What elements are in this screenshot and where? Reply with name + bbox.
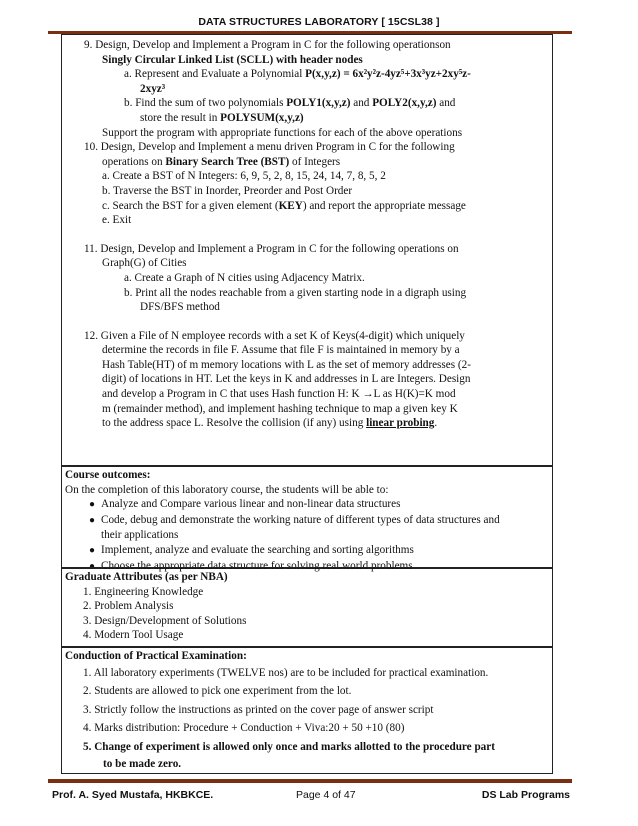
exam-item-cont: to be made zero.	[103, 757, 182, 770]
exam-item: 5. Change of experiment is allowed only once and marks allotted to the procedure part	[83, 740, 495, 753]
page-header-title: DATA STRUCTURES LABORATORY [ 15CSL38 ]	[198, 16, 440, 28]
p11-item-b-cont: DFS/BFS method	[140, 301, 220, 314]
bullet-icon: ●	[88, 560, 96, 572]
p12-line7: to the address space L. Resolve the collision (if any) using linear probing.	[102, 417, 438, 430]
p10-item-b: b. Traverse the BST in Inorder, Preorder and Post Order	[102, 184, 353, 197]
exam-item: 2. Students are allowed to pick one experiment from the lot.	[83, 685, 352, 698]
p10-item-e: e. Exit	[102, 214, 132, 227]
p12-line4: digit) of locations in HT. Let the keys in K and addresses in L are Integers. Design	[102, 373, 471, 386]
outcome-item: ● Analyze and Compare various linear and non-linear data structures	[65, 497, 549, 513]
p12-line2: determine the records in file F. Assume that file F is maintained in memory by a	[102, 344, 460, 357]
p9-support: Support the program with appropriate functions for each of the above operations	[102, 126, 463, 139]
outcomes-intro: On the completion of this laboratory course, the students will be able to:	[65, 483, 389, 496]
bullet-icon: ●	[88, 544, 96, 556]
p11-item-a: a. Create a Graph of N cities using Adjacency Matrix.	[124, 271, 365, 284]
exam-item: 4. Marks distribution: Procedure + Conduction + Viva:20 + 50 +10 (80)	[83, 722, 405, 735]
p10-item-c: c. Search the BST for a given element (KEY) and report the appropriate message	[102, 199, 466, 212]
p9-line2: Singly Circular Linked List (SCLL) with header nodes	[102, 53, 363, 66]
outcome-item: ● Implement, analyze and evaluate the searching and sorting algorithms	[65, 543, 549, 559]
bullet-icon: ●	[88, 514, 96, 526]
page-content	[61, 34, 553, 774]
p9-item-b: b. Find the sum of two polynomials POLY1(x,y,z) and POLY2(x,y,z) and	[124, 97, 456, 110]
attribute-item: 3. Design/Development of Solutions	[83, 614, 247, 627]
footer-page-number: Page 4 of 47	[296, 789, 356, 801]
exam-box	[61, 646, 553, 774]
p10-line1: 10. Design, Develop and Implement a menu driven Program in C for the following	[84, 141, 455, 154]
p11-line2: Graph(G) of Cities	[102, 257, 187, 270]
p10-item-a: a. Create a BST of N Integers: 6, 9, 5, 2, 8, 15, 24, 14, 7, 8, 5, 2	[102, 170, 386, 183]
p10-line2: operations on Binary Search Tree (BST) of Integers	[102, 155, 341, 168]
footer-doc-title: DS Lab Programs	[481, 789, 570, 801]
attribute-item: 2. Problem Analysis	[83, 600, 174, 613]
attribute-item: 1. Engineering Knowledge	[83, 585, 204, 598]
p12-line5: and develop a Program in C that uses Hash function H: K →L as H(K)=K mod	[102, 388, 456, 401]
exam-item: 3. Strictly follow the instructions as printed on the cover page of answer script	[83, 703, 434, 716]
outcome-item: ● Choose the appropriate data structure for solving real world problems	[65, 559, 549, 575]
exam-heading: Conduction of Practical Examination:	[65, 650, 247, 662]
outcomes-box	[61, 465, 553, 572]
p9-item-a: a. Represent and Evaluate a Polynomial P(x,y,z) = 6x²y²z-4yz⁵+3x³yz+2xy⁵z-	[124, 68, 471, 81]
p12-line3: Hash Table(HT) of m memory locations with L as the set of memory addresses (2-	[102, 358, 471, 371]
attribute-item: 4. Modern Tool Usage	[83, 629, 184, 642]
p9-item-b-cont: store the result in POLYSUM(x,y,z)	[140, 111, 304, 124]
p11-line1: 11. Design, Develop and Implement a Program in C for the following operations on	[84, 242, 459, 255]
programs-box	[61, 34, 553, 467]
outcome-item-cont: their applications	[101, 529, 179, 542]
exam-item: 1. All laboratory experiments (TWELVE nos) are to be included for practical examination.	[83, 666, 489, 679]
attributes-box	[61, 567, 553, 648]
footer-author: Prof. A. Syed Mustafa, HKBKCE.	[52, 789, 214, 801]
p12-line6: m (remainder method), and implement hashing technique to map a given key K	[102, 402, 458, 415]
bullet-icon: ●	[88, 499, 96, 511]
outcomes-heading: Course outcomes:	[65, 469, 151, 481]
outcome-item: ● Code, debug and demonstrate the working nature of different types of data structures and	[65, 513, 549, 529]
p9-item-a-cont: 2xyz³	[140, 82, 166, 95]
footer-rule	[48, 779, 572, 783]
p12-line1: 12. Given a File of N employee records with a set K of Keys(4-digit) which uniquely	[84, 329, 465, 342]
p9-line1: 9. Design, Develop and Implement a Program in C for the following operationson	[84, 39, 451, 51]
p11-item-b: b. Print all the nodes reachable from a given starting node in a digraph using	[124, 286, 467, 299]
attributes-heading: Graduate Attributes (as per NBA)	[65, 571, 228, 583]
